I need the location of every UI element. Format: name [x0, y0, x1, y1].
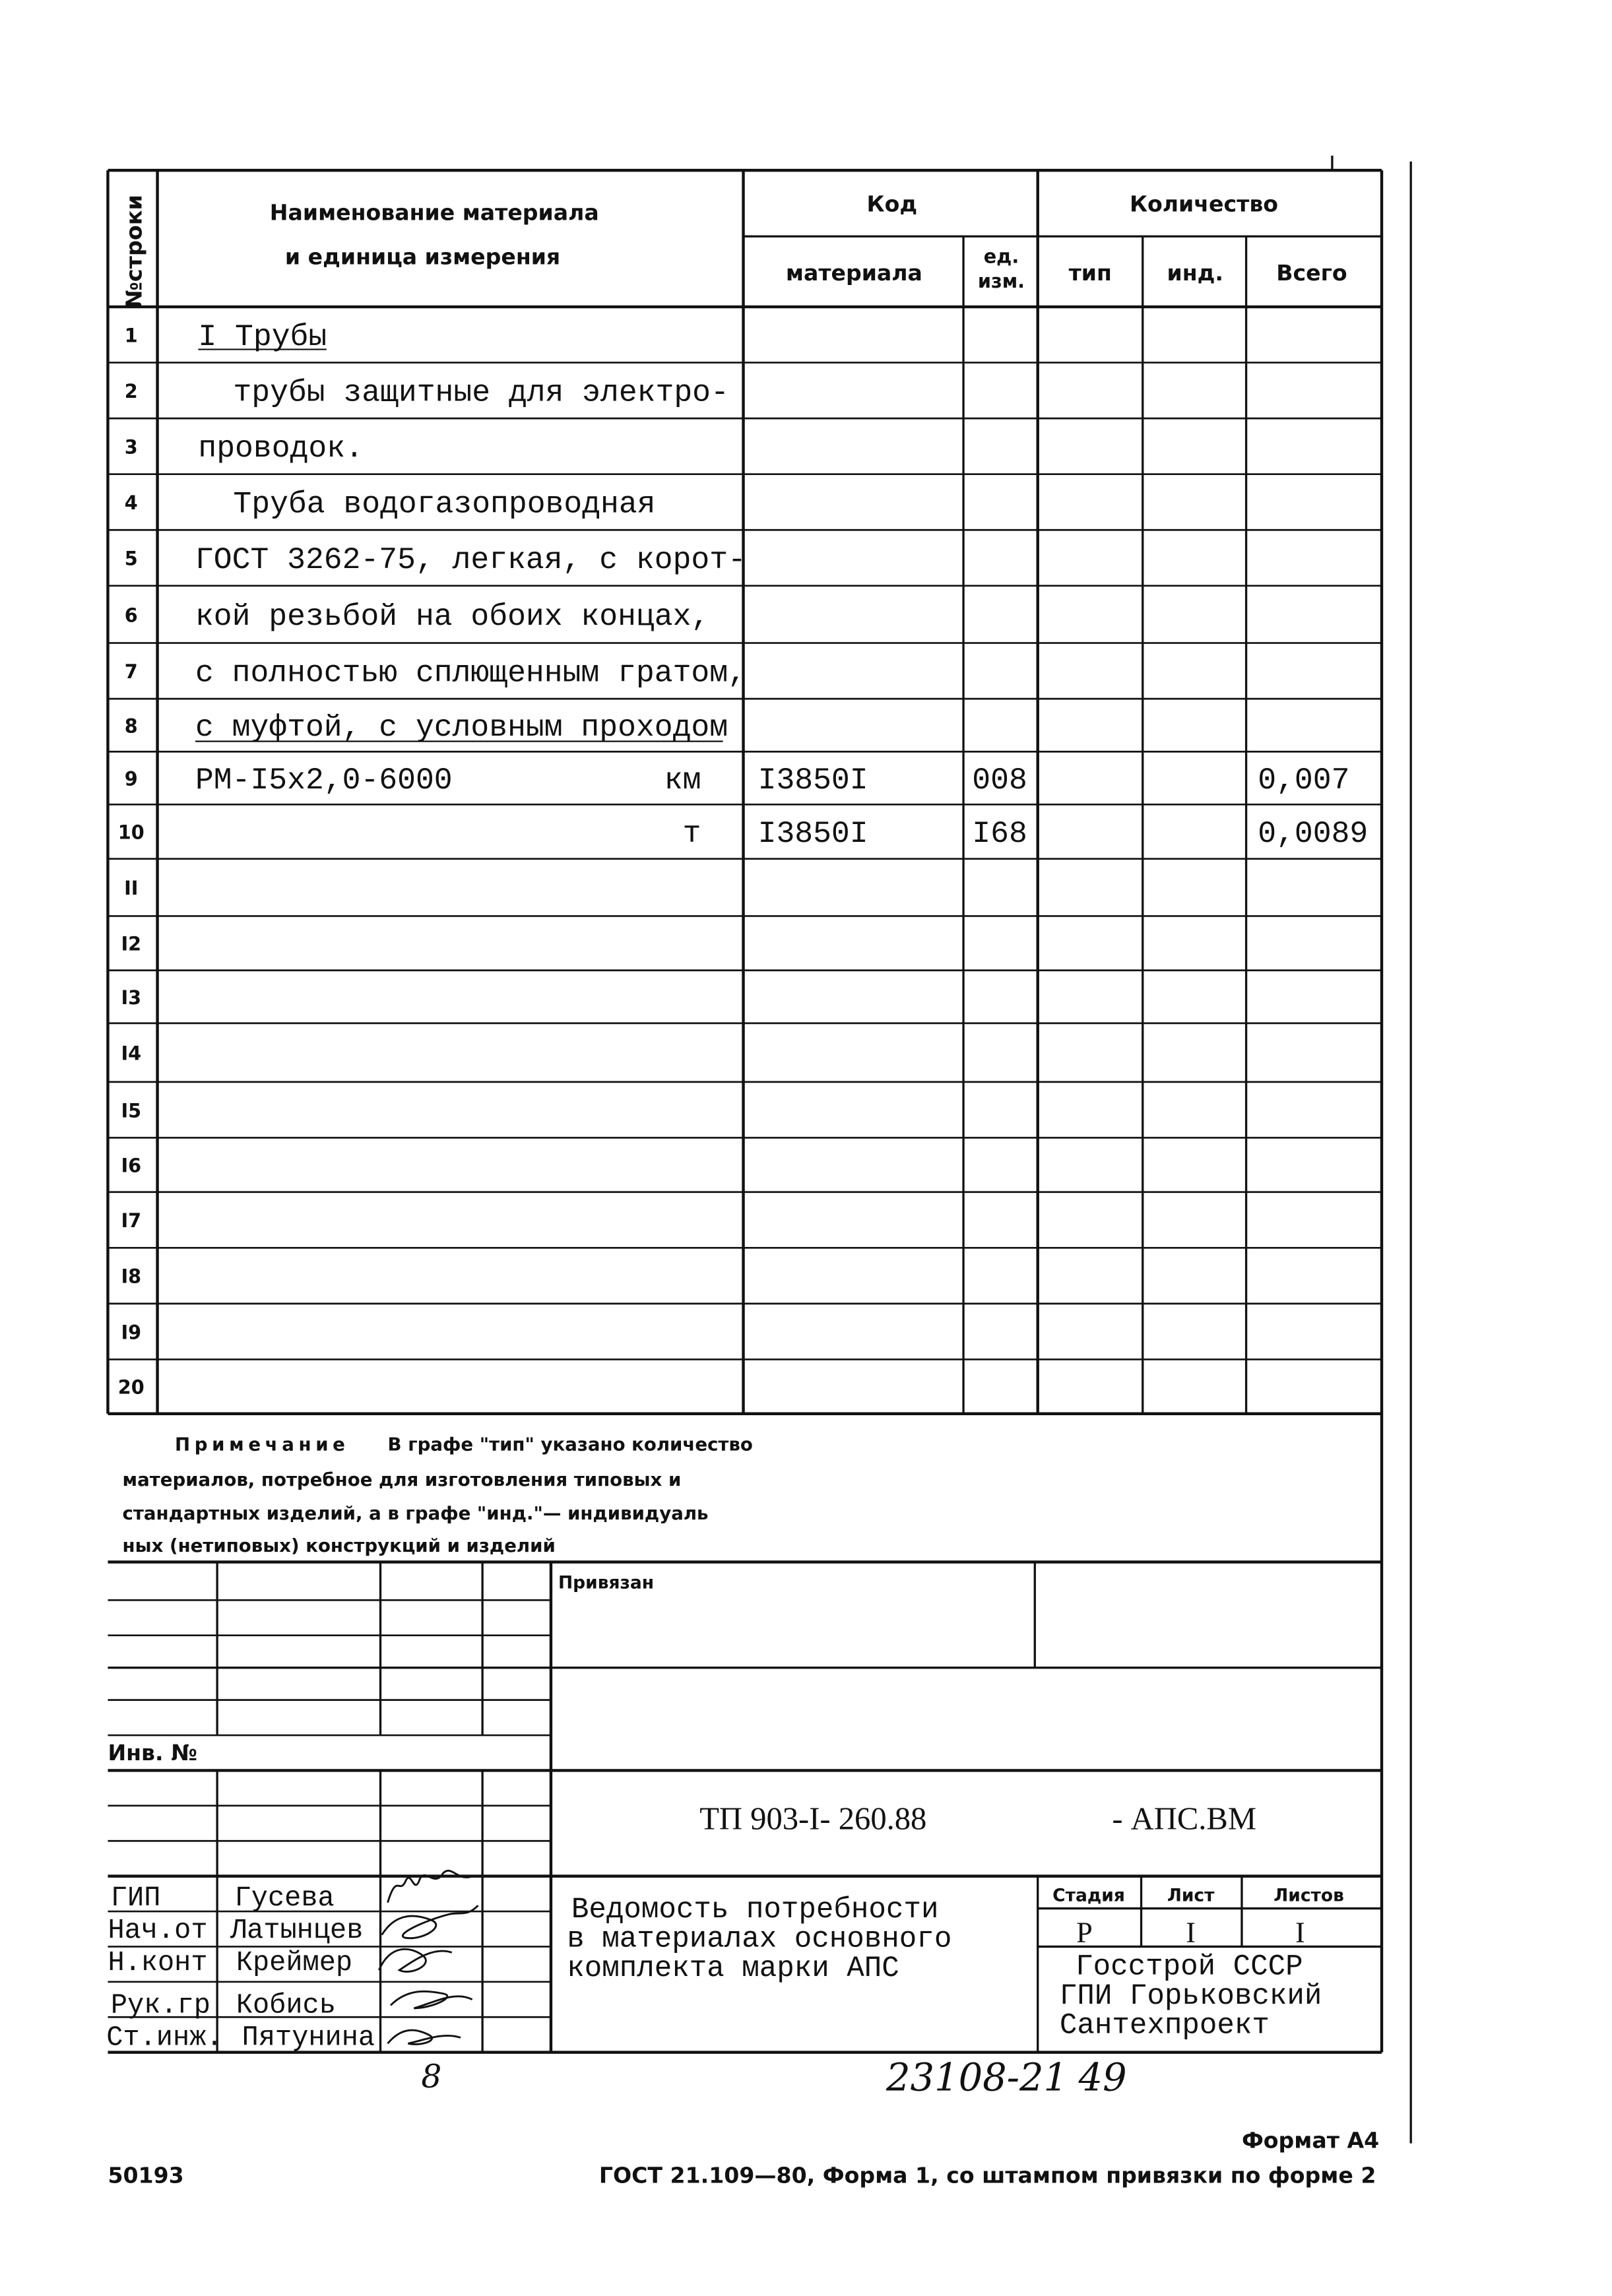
signer-name: Кобись — [236, 1989, 336, 2022]
header-unit-line2: изм. — [977, 270, 1025, 293]
signature — [382, 1905, 478, 1938]
privyazan-label: Привязан — [558, 1572, 655, 1593]
table-row — [121, 1099, 141, 1122]
row-number: I5 — [121, 1099, 142, 1122]
header-name-line1: Наименование материала — [269, 199, 599, 226]
footer-code: 50193 — [108, 2162, 184, 2188]
note-block — [123, 1433, 753, 1556]
table-row — [121, 933, 141, 955]
material-code: I3850I — [758, 815, 868, 852]
table-row — [125, 319, 327, 354]
material-name: с полностью сплющенным гратом, — [195, 655, 746, 691]
sheets-label: Листов — [1273, 1885, 1344, 1906]
header-code: Код — [866, 191, 918, 217]
header-qty-total: Всего — [1276, 259, 1347, 286]
unit-code: I68 — [972, 815, 1027, 852]
signature — [391, 1991, 472, 2008]
table-row — [121, 1321, 141, 1343]
table-row — [121, 1265, 141, 1288]
doc-title-line1: Ведомость потребности — [571, 1893, 939, 1927]
header-name-line2: и единица измерения — [284, 243, 561, 270]
row-number: I3 — [121, 986, 142, 1009]
row-number: I7 — [121, 1209, 142, 1232]
table-row — [125, 542, 746, 577]
row-number: II — [124, 877, 139, 900]
inv-no-label: Инв. № — [108, 1739, 198, 1766]
quantity-total: 0,007 — [1258, 762, 1350, 798]
material-name: ГОСТ 3262-75, легкая, с корот- — [195, 542, 746, 578]
note-line1: В графе "тип" указано количество — [387, 1433, 753, 1455]
header-unit-line1: ед. — [983, 245, 1019, 268]
row-number: I2 — [121, 932, 142, 955]
table-row — [125, 375, 729, 410]
sheet-value: I — [1186, 1915, 1196, 1949]
sheets-value: I — [1295, 1915, 1305, 1949]
header-code-material: материала — [785, 259, 922, 286]
signer-role: Рук.гр — [110, 1989, 210, 2022]
row-number: 1 — [124, 324, 138, 347]
table-row — [125, 710, 728, 745]
doc-title-line2: в материалах основного — [567, 1923, 952, 1956]
row-number: 10 — [117, 821, 145, 844]
signer-role: Ст.инж. — [106, 2022, 223, 2054]
org-line3: Сантехпроект — [1059, 2009, 1270, 2043]
handwritten-numbers — [421, 2055, 1126, 2099]
footer-gost: ГОСТ 21.109—80, Форма 1, со штампом привязки по форме 2 — [598, 2162, 1376, 2188]
signer-role: Н.конт — [108, 1946, 208, 1979]
signature — [388, 2030, 461, 2044]
table-row — [121, 1209, 141, 1232]
row-number: 9 — [124, 767, 138, 790]
signer-role: Нач.от — [108, 1914, 208, 1947]
handwritten-page-no: 8 — [421, 2057, 442, 2096]
table-row — [124, 877, 138, 899]
material-name: проводок. — [198, 430, 364, 466]
row-number: 3 — [124, 435, 138, 459]
table-row — [121, 1042, 141, 1064]
row-number: 6 — [124, 604, 138, 627]
row-number: 20 — [117, 1376, 145, 1399]
signature — [379, 1949, 451, 1971]
table-row — [125, 655, 746, 690]
row-number: 2 — [124, 379, 138, 403]
header-quantity: Количество — [1129, 191, 1279, 217]
signer-name: Гусева — [234, 1882, 335, 1915]
signer-name: Креймер — [236, 1946, 353, 1979]
material-code: I3850I — [758, 762, 868, 798]
unit-of-measure: т — [682, 815, 701, 852]
table-row — [125, 486, 656, 521]
table-row — [121, 986, 141, 1009]
row-number: I6 — [121, 1154, 142, 1177]
row-number: 8 — [124, 715, 138, 738]
material-name: I Трубы — [198, 319, 327, 354]
row-number: I9 — [121, 1321, 142, 1344]
org-line1: Госстрой СССР — [1076, 1950, 1303, 1984]
material-name: трубы защитные для электро- — [233, 375, 729, 410]
material-name: кой резьбой на обоих концах, — [195, 598, 710, 634]
note-line4: ных (нетиповых) конструкций и изделий — [122, 1534, 556, 1556]
archive-page: 49 — [1078, 2055, 1127, 2100]
unit-of-measure: км — [664, 762, 701, 798]
org-line2: ГПИ Горьковский — [1059, 1980, 1322, 2014]
signature-marks — [379, 1870, 478, 2044]
note-line2: материалов, потребное для изготовления типовых и — [122, 1468, 682, 1490]
row-number: 4 — [124, 491, 138, 515]
header-qty-type: тип — [1068, 259, 1112, 286]
material-name: с муфтой, с условным проходом — [195, 709, 728, 745]
note-line3: стандартных изделий, а в графе "инд."— индивидуаль — [122, 1502, 709, 1524]
signer-role: ГИП — [110, 1882, 161, 1915]
row-number: 5 — [124, 547, 138, 570]
stage-label: Стадия — [1052, 1885, 1125, 1906]
signers — [106, 1882, 375, 2054]
table-row — [121, 1155, 141, 1177]
signer-name: Пятунина — [242, 2022, 375, 2054]
table-row — [125, 431, 364, 466]
doc-mark: - АПС.ВМ — [1112, 1801, 1257, 1837]
archive-number: 23108-21 — [886, 2055, 1068, 2100]
row-number: I8 — [121, 1265, 142, 1288]
format-label: Формат А4 — [1241, 2127, 1380, 2153]
note-label: Примечание — [175, 1433, 350, 1455]
material-name: РМ-I5х2,0-6000 — [195, 762, 453, 798]
table-row — [125, 763, 1350, 798]
sheet-label: Лист — [1167, 1885, 1215, 1906]
doc-code: ТП 903-I- 260.88 — [699, 1801, 927, 1837]
page-footer — [108, 2127, 1379, 2188]
row-number: I4 — [121, 1042, 142, 1065]
table-row — [125, 599, 709, 634]
header-row-no: №строки — [121, 195, 147, 309]
quantity-total: 0,0089 — [1258, 815, 1369, 852]
title-block — [106, 1562, 1382, 2053]
stage-value: Р — [1076, 1915, 1093, 1949]
doc-title-line3: комплекта марки АПС — [567, 1952, 899, 1985]
table-header — [121, 191, 1347, 308]
signer-name: Латынцев — [230, 1914, 364, 1947]
material-name: Труба водогазопроводная — [233, 486, 656, 522]
row-number: 7 — [124, 660, 138, 684]
table-row — [118, 1376, 145, 1399]
unit-code: 008 — [972, 762, 1027, 798]
header-qty-ind: инд. — [1167, 259, 1223, 286]
